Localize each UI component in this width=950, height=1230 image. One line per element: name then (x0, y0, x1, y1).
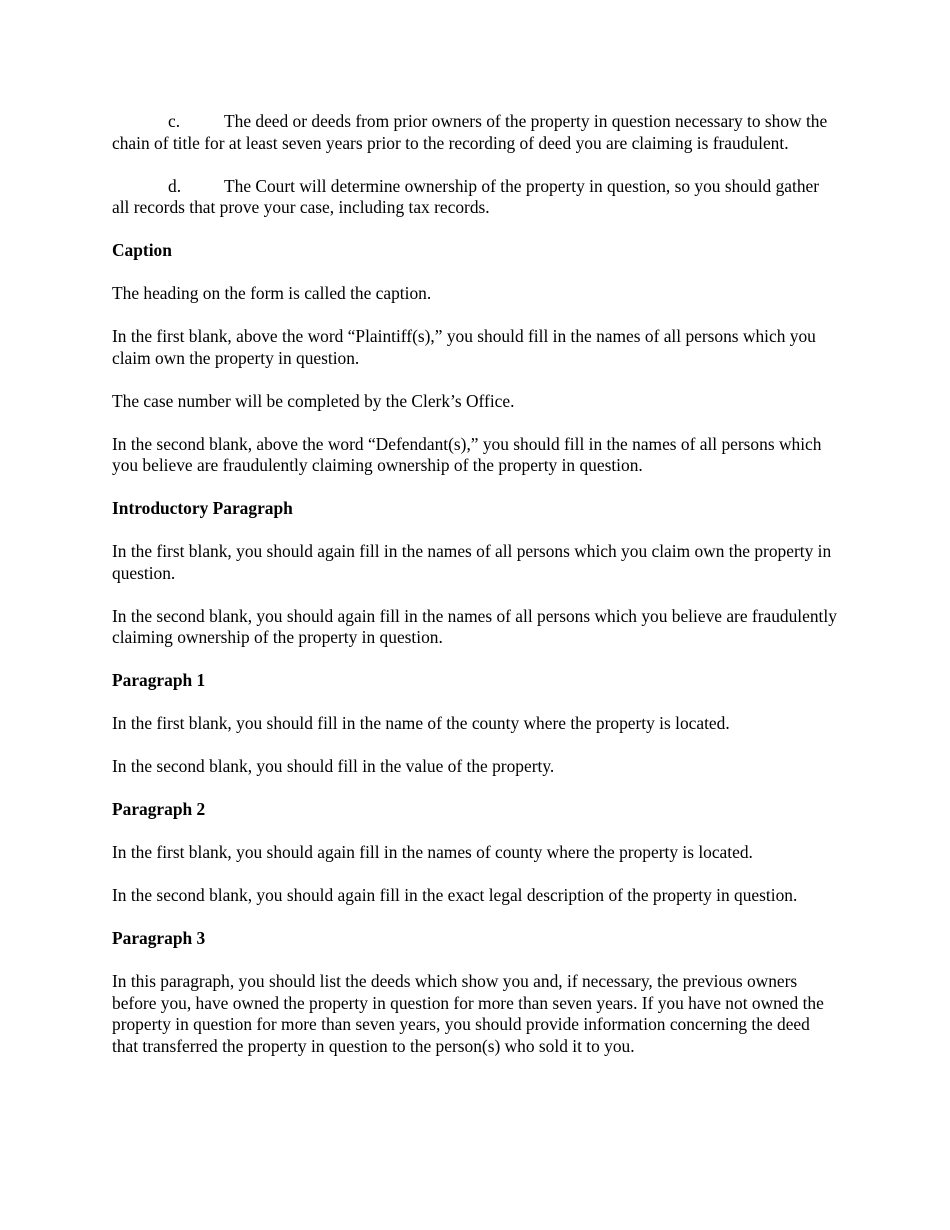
paragraph-3-text: In this paragraph, you should list the deeds which show you and, if necessary, the previous owners before you, have owned the property in question for more than seven years. If you have not owned the property in question for more than seven years, you should provide information concerning the deed that transferred the property in question to the person(s) who sold it to you. (112, 971, 824, 1057)
caption-paragraph: The case number will be completed by the Clerk’s Office. (112, 390, 515, 411)
list-marker: d. (168, 175, 182, 196)
paragraph-1-text: In the first blank, you should fill in the name of the county where the property is located. (112, 713, 730, 734)
introductory-paragraph: In the second blank, you should again fill in the names of all persons which you believe are fraudulently claiming ownership of the property in question. (112, 605, 837, 648)
caption-paragraph: In the first blank, above the word “Plaintiff(s),” you should fill in the names of all persons which you claim own the property in question. (112, 326, 816, 368)
list-item-text: The deed or deeds from prior owners of the property in question necessary to show the chain of title for at least seven years prior to the recording of deed you are claiming is fraudulent. (112, 111, 828, 153)
introductory-paragraph: In the first blank, you should again fill in the names of all persons which you claim own the property in question. (112, 541, 832, 583)
section-heading-paragraph-2: Paragraph 2 (112, 799, 206, 820)
caption-paragraph: In the second blank, above the word “Defendant(s),” you should fill in the names of all persons which you believe are fraudulently claiming ownership of the property in question. (112, 433, 822, 476)
document-page (112, 111, 840, 1079)
list-item-c (112, 111, 840, 154)
list-item-d (112, 176, 840, 219)
paragraph-2-text: In the second blank, you should again fill in the exact legal description of the property in question. (112, 885, 798, 906)
section-heading-paragraph-3: Paragraph 3 (112, 928, 206, 949)
paragraph-1-text: In the second blank, you should fill in the value of the property. (112, 756, 555, 777)
list-item-text: The Court will determine ownership of the property in question, so you should gather all records that prove your case, including tax records. (112, 175, 820, 218)
list-marker: c. (168, 111, 181, 131)
section-heading-caption: Caption (112, 240, 172, 261)
paragraph-2-text: In the first blank, you should again fill in the names of county where the property is located. (112, 842, 753, 863)
section-heading-introductory: Introductory Paragraph (112, 498, 293, 519)
caption-paragraph: The heading on the form is called the caption. (112, 283, 432, 304)
section-heading-paragraph-1: Paragraph 1 (112, 670, 206, 691)
